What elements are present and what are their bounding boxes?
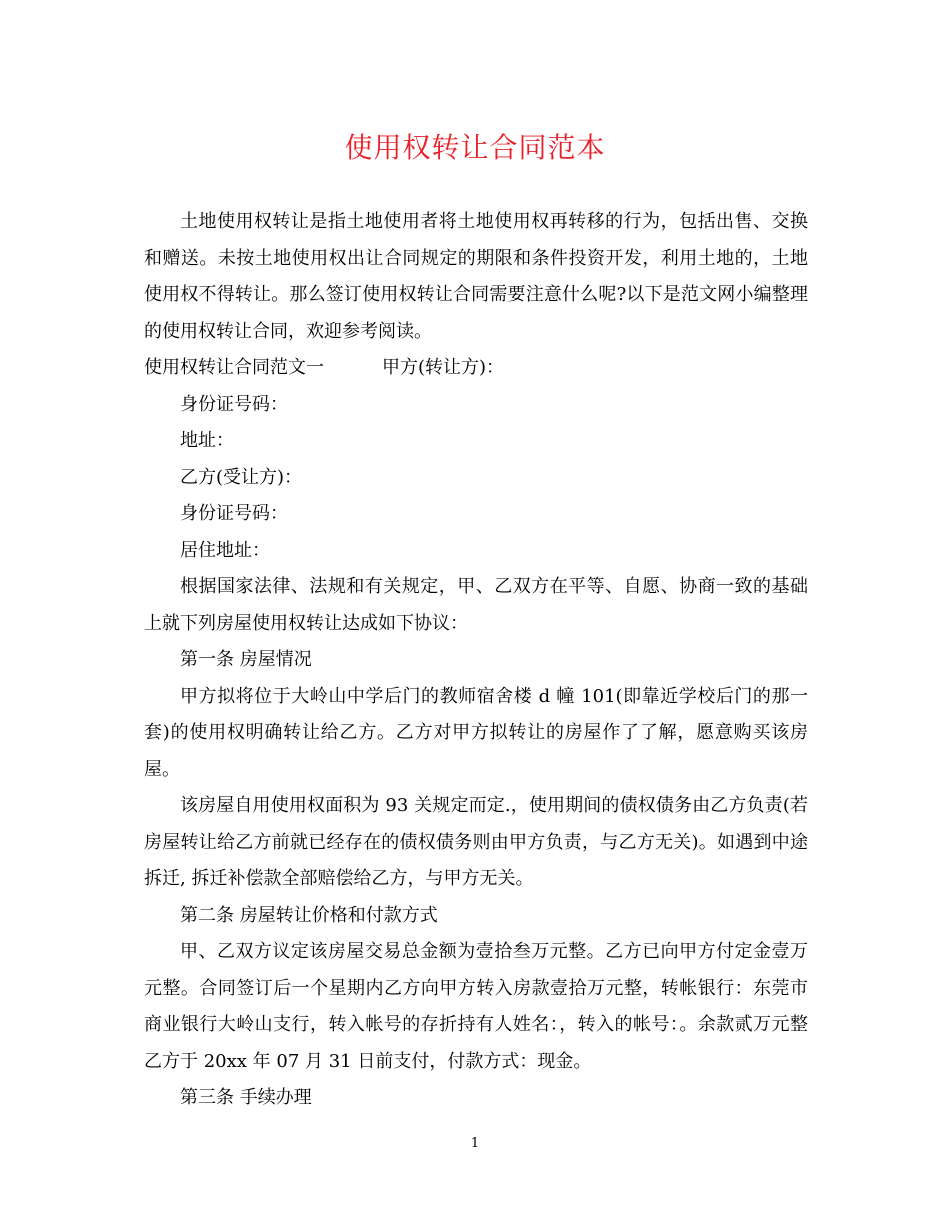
intro-paragraph: 土地使用权转让是指土地使用者将土地使用权再转移的行为，包括出售、交换和赠送。未按土地使用权出让合同规定的期限和条件投资开发，利用土地的，土地使用权不得转让。那么签订使用权转让合同需要注意什么呢?以下是范文网小编整理的使用权转让合同，欢迎参考阅读。 <box>144 211 808 342</box>
party-a-address: 地址： <box>180 430 234 451</box>
article-1-paragraph-1: 甲方拟将位于大岭山中学后门的教师宿舍楼 d 幢 101(即靠近学校后门的那一套)的使用权明确转让给乙方。乙方对甲方拟转让的房屋作了了解，愿意购买该房屋。 <box>144 685 808 780</box>
document-body <box>144 204 808 1117</box>
party-a-label: 甲方(转让方)： <box>382 357 505 378</box>
document-title: 使用权转让合同范本 <box>344 131 606 164</box>
agreement-preamble: 根据国家法律、法规和有关规定，甲、乙双方在平等、自愿、协商一致的基础上就下列房屋使用权转让达成如下协议： <box>144 576 808 634</box>
party-b-address: 居住地址： <box>180 539 270 561</box>
article-1-paragraph-2: 该房屋自用使用权面积为 93 关规定而定.，使用期间的债权债务由乙方负责(若房屋转让给乙方前就已经存在的债权债务则由甲方负责，与乙方无关)。如遇到中途拆迁, 拆迁补偿款全部赔偿给乙方，与甲方无关。 <box>144 795 808 889</box>
party-a-id-number: 身份证号码： <box>180 393 288 415</box>
page-number: 1 <box>470 1136 480 1151</box>
article-1-heading: 第一条 房屋情况 <box>180 649 312 670</box>
section-heading: 使用权转让合同范文一 <box>144 357 324 378</box>
section-heading-line <box>144 350 808 387</box>
party-b-label: 乙方(受让方)： <box>180 466 303 488</box>
article-3-heading: 第三条 手续办理 <box>180 1087 312 1108</box>
article-2-heading: 第二条 房屋转让价格和付款方式 <box>180 904 438 926</box>
party-b-id-number: 身份证号码： <box>180 503 288 524</box>
article-2-paragraph: 甲、乙双方议定该房屋交易总金额为壹拾叁万元整。乙方已向甲方付定金壹万元整。合同签订后一个星期内乙方向甲方转入房款壹拾万元整，转帐银行：东莞市商业银行大岭山支行，转入帐号的存折持有人姓名：，转入的帐号：。余款贰万元整乙方于 20xx 年 07 月 31 日前支付，付款方式：现金。 <box>144 941 808 1072</box>
